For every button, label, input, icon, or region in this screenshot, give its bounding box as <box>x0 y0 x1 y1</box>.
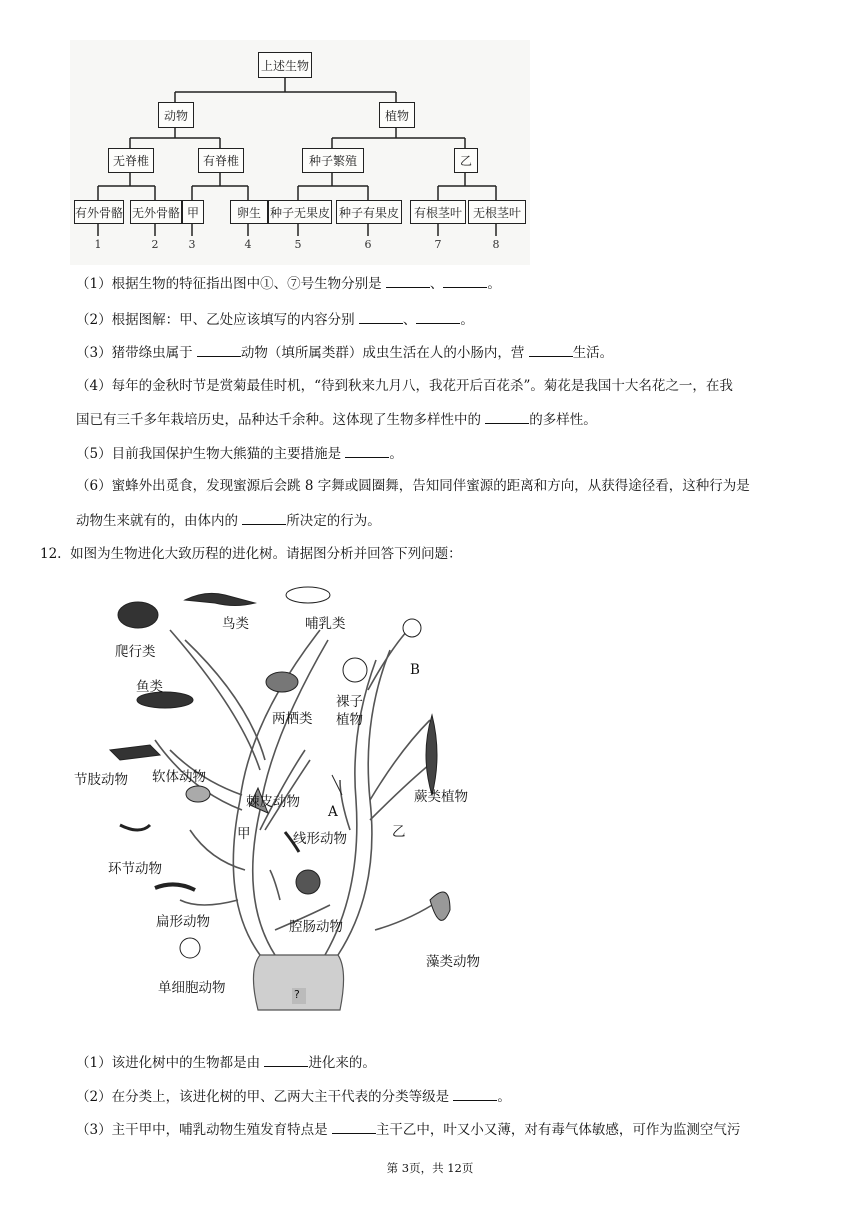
answer-blank[interactable] <box>359 309 403 324</box>
label-amphibians: 两栖类 <box>272 711 313 727</box>
number-5: 5 <box>294 238 302 251</box>
gymnosperm-icon <box>343 658 367 682</box>
label-gymnosperm-2: 植物 <box>336 712 363 728</box>
q12-part1: （1）该进化树中的生物都是由 进化来的。 <box>76 1052 376 1073</box>
label-trunk-yi: 乙 <box>392 824 406 840</box>
q12-part2: （2）在分类上，该进化树的甲、乙两大主干代表的分类等级是 。 <box>76 1086 511 1107</box>
shell-icon <box>186 786 210 802</box>
exoskeleton-box: 有外骨骼 <box>74 200 124 224</box>
answer-blank[interactable] <box>197 342 241 357</box>
label-root-unknown: ? <box>294 988 300 1001</box>
flatworm-icon <box>155 884 195 890</box>
no-roots-stems-leaves-box: 无根茎叶 <box>468 200 526 224</box>
answer-blank[interactable] <box>529 342 573 357</box>
answer-blank[interactable] <box>443 273 487 288</box>
q12-part3: （3）主干甲中，哺乳动物生殖发育特点是 主干乙中，叶又小又薄，对有毒气体敏感，可作为监测空气污 <box>76 1119 740 1140</box>
question-text: 如图为生物进化大致历程的进化树。请据图分析并回答下列问题： <box>70 546 462 562</box>
answer-blank[interactable] <box>345 443 389 458</box>
seed-reproduction-box: 种子繁殖 <box>302 148 364 173</box>
label-reptiles: 爬行类 <box>115 644 156 660</box>
number-7: 7 <box>434 238 442 251</box>
label-algae: 藻类动物 <box>426 954 480 970</box>
amoeba-icon <box>180 938 200 958</box>
label-echinoderms: 棘皮动物 <box>246 794 300 810</box>
q12-stem <box>40 544 462 564</box>
answer-blank[interactable] <box>242 510 286 525</box>
seed-no-pericarp-box: 种子无果皮 <box>268 200 332 224</box>
label-molluscs: 软体动物 <box>152 769 206 785</box>
oviparous-box: 卵生 <box>230 200 268 224</box>
plants-box: 植物 <box>379 102 415 128</box>
flower-icon <box>403 619 421 637</box>
hydra-icon <box>296 870 320 894</box>
number-6: 6 <box>364 238 372 251</box>
number-1: 1 <box>94 238 102 251</box>
answer-blank[interactable] <box>332 1119 376 1134</box>
label-trunk-jia: 甲 <box>237 826 251 842</box>
q11-part2: （2）根据图解：甲、乙处应该填写的内容分别 、 。 <box>76 309 474 330</box>
jia-box: 甲 <box>182 200 204 224</box>
label-fish: 鱼类 <box>136 679 163 695</box>
answer-blank[interactable] <box>453 1086 497 1101</box>
bird-icon <box>185 593 255 605</box>
q11-part6-line1: （6）蜜蜂外出觅食，发现蜜源后会跳 8 字舞或圆圈舞，告知同伴蜜源的距离和方向，从获得途径看，这种行为是 <box>76 478 750 494</box>
no-exoskeleton-box: 无外骨骼 <box>130 200 182 224</box>
label-gymnosperm-1: 裸子 <box>336 694 363 710</box>
answer-blank[interactable] <box>416 309 460 324</box>
answer-blank[interactable] <box>485 409 529 424</box>
rabbit-icon <box>286 587 330 603</box>
turtle-icon <box>118 602 158 628</box>
q11-part4-line2: 国已有三千多年栽培历史，品种达千余种。这体现了生物多样性中的 的多样性。 <box>76 409 597 430</box>
fern-icon <box>426 715 437 795</box>
label-letter-a: A <box>328 804 338 820</box>
q11-part4-line1: （4）每年的金秋时节是赏菊最佳时机，“待到秋来九月八，我花开后百花杀”。菊花是我国十大名花之一，在我 <box>76 378 733 394</box>
grasshopper-icon <box>110 745 160 760</box>
algae-icon <box>430 892 450 920</box>
label-protozoa: 单细胞动物 <box>158 980 226 996</box>
page-footer: 第 3页，共 12页 <box>386 1161 474 1175</box>
label-nematodes: 线形动物 <box>293 831 347 847</box>
invertebrate-box: 无脊椎 <box>108 148 154 173</box>
question-number: 12. <box>40 546 62 562</box>
answer-blank[interactable] <box>264 1052 308 1067</box>
animals-box: 动物 <box>158 102 194 128</box>
q11-part3: （3）猪带绦虫属于 动物（填所属类群）成虫生活在人的小肠内，营 生活。 <box>76 342 613 363</box>
earthworm-icon <box>120 825 150 830</box>
q11-part1: （1）根据生物的特征指出图中①、⑦号生物分别是 、 。 <box>76 273 501 294</box>
yi-box: 乙 <box>454 148 478 173</box>
roots-stems-leaves-box: 有根茎叶 <box>410 200 466 224</box>
number-2: 2 <box>151 238 159 251</box>
label-flatworms: 扁形动物 <box>156 914 210 930</box>
label-letter-b: B <box>410 662 420 678</box>
label-annelids: 环节动物 <box>108 861 162 877</box>
q11-part5: （5）目前我国保护生物大熊猫的主要措施是 。 <box>76 443 403 464</box>
classification-diagram <box>70 40 530 265</box>
answer-blank[interactable] <box>386 273 430 288</box>
number-3: 3 <box>188 238 196 251</box>
label-birds: 鸟类 <box>222 616 249 632</box>
frog-icon <box>266 672 298 692</box>
number-8: 8 <box>492 238 500 251</box>
label-ferns: 蕨类植物 <box>414 789 468 805</box>
seed-with-pericarp-box: 种子有果皮 <box>336 200 402 224</box>
evolution-tree <box>70 570 530 1040</box>
label-mammals: 哺乳类 <box>305 616 346 632</box>
number-4: 4 <box>244 238 252 251</box>
label-arthropods: 节肢动物 <box>74 772 128 788</box>
q11-part6-line2: 动物生来就有的，由体内的 所决定的行为。 <box>76 510 381 531</box>
label-coelenterates: 腔肠动物 <box>289 919 343 935</box>
vertebrate-box: 有脊椎 <box>198 148 244 173</box>
root-box: 上述生物 <box>258 52 312 78</box>
